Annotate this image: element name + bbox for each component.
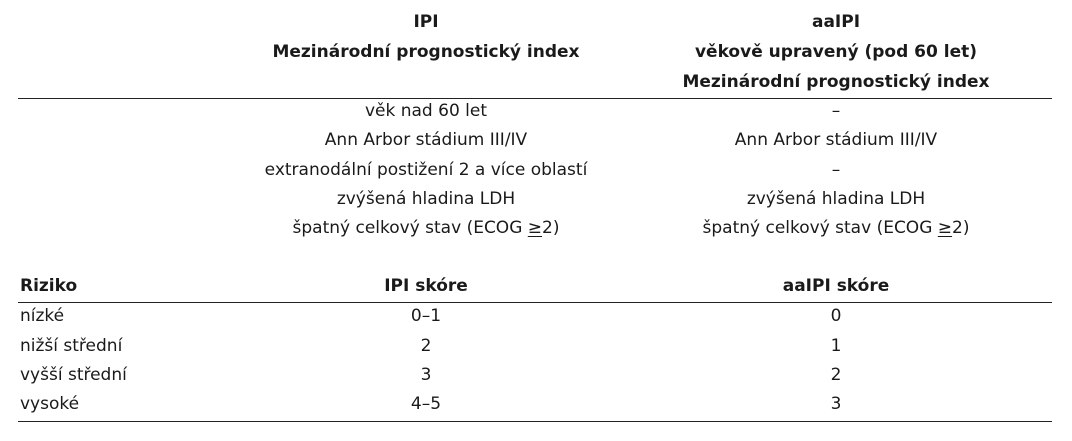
aaipi-score-high-intermediate: 2 [830,365,842,385]
ipi-factor-extranodal: extranodální postižení 2 a více oblastí [264,160,588,180]
ipi-ecog-symbol: ≥ [527,218,543,238]
ipi-ecog-text-post: 2) [542,218,560,238]
aaipi-score-low: 0 [830,306,842,326]
ipi-factor-age: věk nad 60 let [364,101,488,121]
aaipi-factor-stage: Ann Arbor stádium III/IV [734,130,938,150]
ipi-score-high: 4–5 [410,394,442,414]
bottom-table-header-rule [18,302,1052,303]
ipi-ecog-text-pre: špatný celkový stav (ECOG [292,218,528,238]
aaipi-header-subtitle-2: Mezinárodní prognostický index [682,72,990,92]
risk-high: vysoké [20,394,80,414]
ipi-score-low-intermediate: 2 [420,336,432,356]
aaipi-header-subtitle: věkově upravený (pod 60 let) [694,42,978,62]
risk-high-intermediate: vyšší střední [20,365,127,385]
aaipi-factor-ldh: zvýšená hladina LDH [746,189,926,209]
aaipi-ecog-text-pre: špatný celkový stav (ECOG [702,218,938,238]
ipi-header-subtitle: Mezinárodní prognostický index [272,42,580,62]
aaipi-score-header: aaIPI skóre [782,276,890,296]
risk-low-intermediate: nižší střední [20,336,123,356]
aaipi-factor-ecog [636,218,1036,238]
aaipi-factor-age: – [831,101,841,121]
aaipi-score-high: 3 [830,394,842,414]
ipi-score-high-intermediate: 3 [420,365,432,385]
ipi-factor-stage: Ann Arbor stádium III/IV [324,130,528,150]
aaipi-ecog-text-post: 2) [952,218,970,238]
ipi-header-title: IPI [413,12,439,32]
ipi-score-header: IPI skóre [384,276,468,296]
aaipi-ecog-symbol: ≥ [937,218,953,238]
risk-low: nízké [20,306,65,326]
ipi-score-low: 0–1 [410,306,442,326]
aaipi-score-low-intermediate: 1 [830,336,842,356]
aaipi-factor-extranodal: – [831,160,841,180]
ipi-factor-ecog [226,218,626,238]
risk-header: Riziko [20,276,78,296]
ipi-factor-ldh: zvýšená hladina LDH [336,189,516,209]
bottom-table-bottom-rule [18,421,1052,422]
top-table-header-rule [18,98,1052,99]
aaipi-header-title: aaIPI [811,12,861,32]
